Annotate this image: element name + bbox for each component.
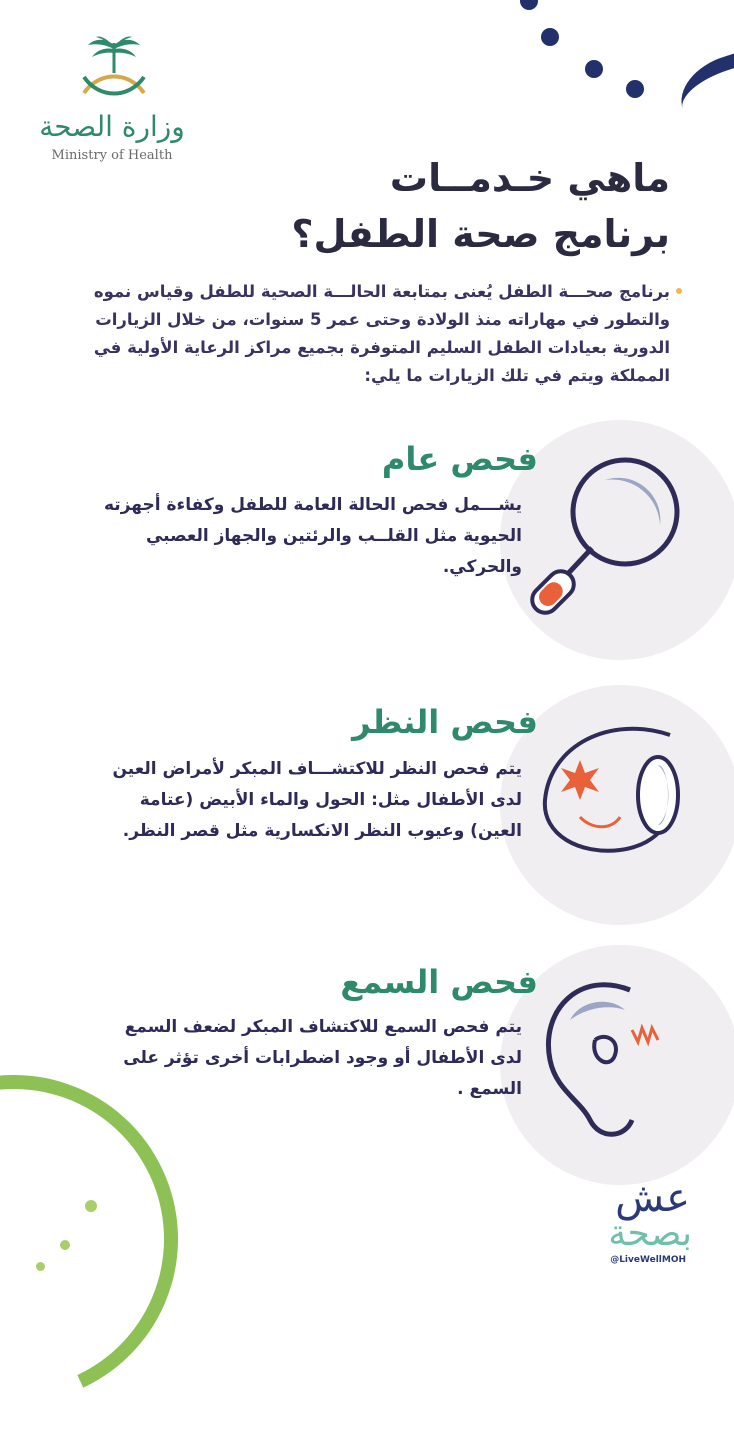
title-line-1: ماهي خـدمــات — [389, 156, 670, 200]
decor-dot — [541, 28, 559, 46]
brand-handle: @LiveWellMOH — [610, 1255, 686, 1265]
decor-dot — [85, 1200, 97, 1212]
bullet-dot — [676, 288, 682, 294]
ear-icon — [520, 960, 700, 1150]
section-title-hearing: فحص السمع — [340, 963, 538, 1001]
decor-dot — [60, 1240, 70, 1250]
decor-dot — [626, 80, 644, 98]
section-body-hearing: يتم فحص السمع للاكتشاف المبكر لضعف السمع لدى الأطفال أو وجود اضطرابات أخرى تؤثر على السمع . — [123, 1017, 522, 1099]
live-well-logo — [570, 1175, 700, 1265]
moh-logo — [32, 30, 202, 170]
brand-line-2: بصحة — [608, 1213, 692, 1254]
brand-line-1: عش — [615, 1175, 690, 1221]
logo-arabic: وزارة الصحة — [39, 110, 185, 143]
magnifier-icon — [520, 440, 700, 620]
section-body-general: يشـــمل فحص الحالة العامة للطفل وكفاءة أجهزته الحيوية مثل القلــب والرئتين والجهاز العصبي والحركي. — [104, 495, 522, 577]
section-body-vision: يتم فحص النظر للاكتشـــاف المبكر لأمراض العين لدى الأطفال مثل: الحول والماء الأبيض (عتامة العين) وعيوب النظر الانكسارية مثل قصر النظر. — [112, 759, 522, 841]
section-title-general: فحص عام — [381, 440, 538, 478]
decor-dot — [520, 0, 538, 10]
decor-dot — [585, 60, 603, 78]
page-title — [190, 150, 670, 262]
eye-icon — [520, 705, 700, 885]
logo-english: Ministry of Health — [51, 148, 173, 163]
title-line-2: برنامج صحة الطفل؟ — [291, 212, 670, 256]
decor-stroke — [671, 40, 734, 144]
palm-swords-icon — [74, 35, 154, 105]
decor-dot — [36, 1262, 45, 1271]
intro-paragraph: برنامج صحـــة الطفل يُعنى بمتابعة الحالـــة الصحية للطفل وقياس نموه والتطور في مهاراته منذ الولادة وحتى عمر 5 سنوات، من خلال الزيارات الدورية بعيادات الطفل السليم المتوفرة بجميع مراكز الرعاية الأولية في المملكة ويتم في تلك الزيارات ما يلي: — [93, 282, 670, 385]
section-title-vision: فحص النظر — [352, 703, 538, 741]
